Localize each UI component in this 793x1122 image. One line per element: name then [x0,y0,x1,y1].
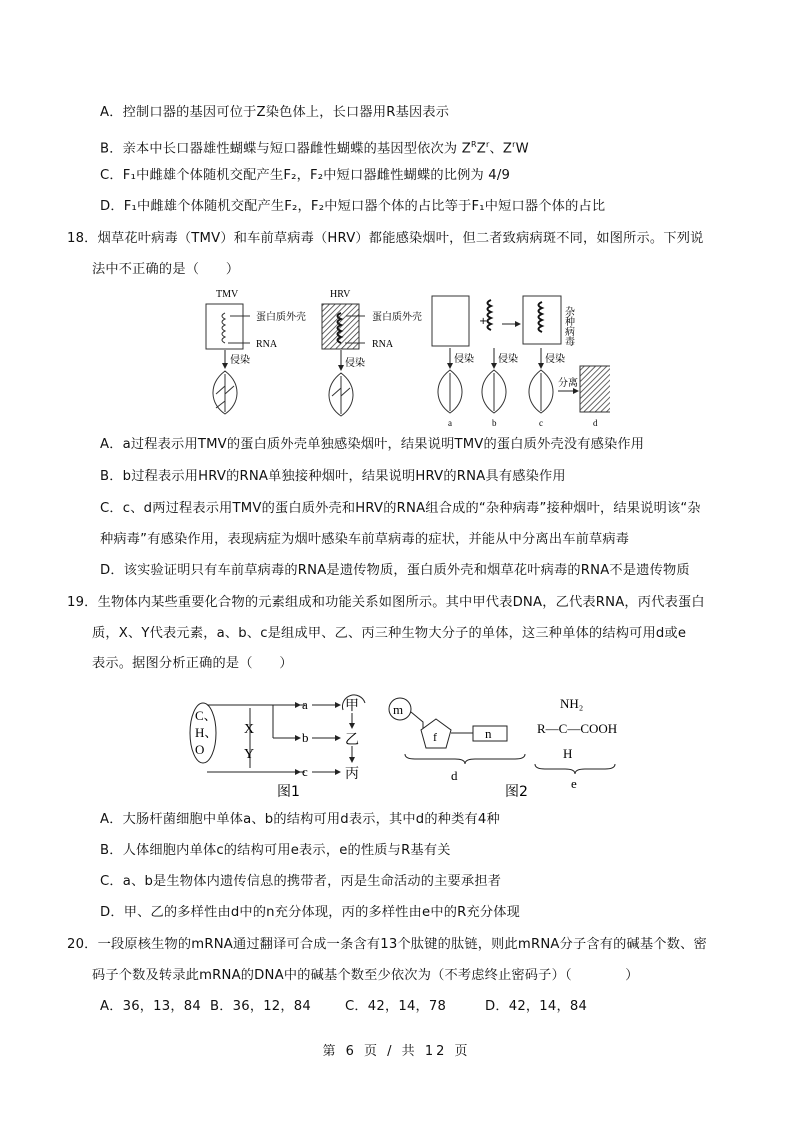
svg-text:C、: C、 [195,708,217,723]
sup: r [485,140,490,149]
svg-text:蛋白质外壳: 蛋白质外壳 [372,312,422,323]
q20-option-c: C．42，14，78 [345,999,447,1014]
svg-text:HRV: HRV [330,289,351,300]
svg-text:侵染: 侵染 [230,355,250,366]
text: W [515,141,529,157]
svg-text:c: c [302,764,308,779]
text: Z [476,141,486,157]
q18-option-c: C．c、d两过程表示用TMV的蛋白质外壳和HRV的RNA组合成的“杂种病毒”接种烟叶，结果说明该“杂 [100,501,701,516]
q20-option-a: A．36，13，84 [100,999,201,1014]
svg-text:侵染: 侵染 [545,354,565,365]
svg-text:+: + [479,316,488,327]
svg-text:O: O [195,742,205,757]
svg-text:m: m [393,702,404,717]
q18-stem: 18．烟草花叶病毒（TMV）和车前草病毒（HRV）都能感染烟叶，但二者致病病斑不同，如图所示。下列说 [67,231,704,246]
sup: R [470,140,477,149]
q17-option-b [100,136,529,158]
svg-text:丙: 丙 [345,766,359,782]
svg-text:a: a [448,418,452,428]
q17-option-a: A．控制口器的基因可位于Z染色体上，长口器用R基因表示 [100,105,450,120]
q20-option-d: D．42，14，84 [485,999,588,1014]
q19-stem-cont2: 表示。据图分析正确的是（ ） [92,656,293,671]
svg-text:RNA: RNA [372,339,394,350]
q19-option-d: D．甲、乙的多样性由d中的n充分体现，丙的多样性由e中的R充分体现 [100,905,521,920]
q19-option-c: C．a、b是生物体内遗传信息的携带者，丙是生命活动的主要承担者 [100,874,502,889]
q19-stem: 19．生物体内某些重要化合物的元素组成和功能关系如图所示。其中甲代表DNA，乙代表RNA，丙代表蛋白 [67,595,705,610]
svg-text:Y: Y [244,747,255,762]
svg-text:侵染: 侵染 [345,358,365,369]
q18-option-d: D．该实验证明只有车前草病毒的RNA是遗传物质，蛋白质外壳和烟草花叶病毒的RNA不是遗传物质 [100,563,690,578]
svg-text:R—C—COOH: R—C—COOH [537,721,618,736]
svg-text:RNA: RNA [256,339,278,350]
q19-compound-figure [185,688,645,803]
svg-text:H、: H、 [195,725,218,740]
svg-text:a: a [302,697,308,712]
svg-text:f: f [433,730,437,744]
page-footer: 第 6 页 / 共 12 页 [322,1044,471,1059]
svg-text:侵染: 侵染 [454,354,474,365]
svg-text:NH₂: NH₂ [560,696,584,711]
q18-virus-figure [200,286,610,428]
svg-text:图1: 图1 [277,784,300,800]
q17-option-b-text: B．亲本中长口器雄性蝴蝶与短口器雌性蝴蝶的基因型依次为 Z [100,141,471,157]
svg-text:杂种病毒: 杂种病毒 [562,306,574,346]
svg-text:e: e [571,776,577,791]
svg-text:b: b [492,418,497,428]
q18-stem-cont: 法中不正确的是（ ） [92,262,240,277]
text: 、Z [489,141,513,157]
svg-text:d: d [593,418,598,428]
q20-stem-cont: 码子个数及转录此mRNA的DNA中的碱基个数至少依次为（不考虑终止密码子）（ ） [92,968,639,983]
svg-text:c: c [539,418,543,428]
svg-text:X: X [244,722,255,737]
svg-text:图2: 图2 [505,784,528,800]
q20-stem: 20．一段原核生物的mRNA通过翻译可合成一条含有13个肽键的肽链，则此mRNA分子含有的碱基个数、密 [67,937,707,952]
q17-option-c: C．F₁中雌雄个体随机交配产生F₂，F₂中短口器雌性蝴蝶的比例为 4/9 [100,168,511,183]
tmv-label: TMV [216,289,239,300]
svg-text:侵染: 侵染 [498,354,518,365]
q19-option-b: B．人体细胞内单体c的结构可用e表示，e的性质与R基有关 [100,843,451,858]
svg-text:分离: 分离 [558,378,578,389]
q19-option-a: A．大肠杆菌细胞中单体a、b的结构可用d表示，其中d的种类有4种 [100,812,500,827]
svg-text:b: b [302,730,309,745]
q20-option-b: B．36，12，84 [210,999,311,1014]
q18-option-b: B．b过程表示用HRV的RNA单独接种烟叶，结果说明HRV的RNA具有感染作用 [100,469,566,484]
svg-text:d: d [451,768,458,783]
svg-text:n: n [485,726,492,741]
sup: r [512,140,516,149]
svg-text:蛋白质外壳: 蛋白质外壳 [256,312,306,323]
q19-stem-cont1: 质，X、Y代表元素，a、b、c是组成甲、乙、丙三种生物大分子的单体，这三种单体的结构可用d或e [92,626,687,641]
svg-text:甲: 甲 [345,698,359,714]
q17-option-d: D．F₁中雌雄个体随机交配产生F₂，F₂中短口器个体的占比等于F₁中短口器个体的占比 [100,199,606,214]
q18-option-a: A．a过程表示用TMV的蛋白质外壳单独感染烟叶，结果说明TMV的蛋白质外壳没有感染作用 [100,437,645,452]
svg-text:乙: 乙 [345,732,359,748]
q18-option-c-cont: 种病毒”有感染作用，表现病症为烟叶感染车前草病毒的症状，并能从中分离出车前草病毒 [100,532,630,547]
svg-text:H: H [563,746,573,761]
